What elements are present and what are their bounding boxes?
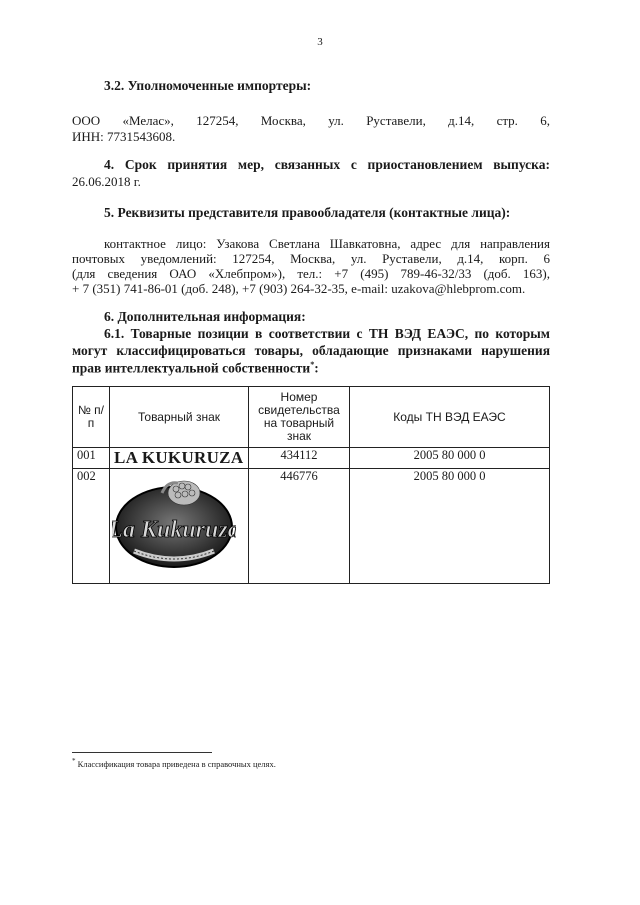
section-6-1-line3: прав интеллектуальной собственности*: [72, 360, 319, 376]
section-3-2-line2: ИНН: 7731543608. [72, 129, 176, 144]
row-mark-logo [110, 469, 249, 584]
section-3-2-line1: ООО «Мелас», 127254, Москва, ул. Руставели, д.14, стр. 6, [72, 113, 550, 128]
row-num: 002 [73, 469, 110, 584]
section-3-2-heading: 3.2. Уполномоченные импортеры: [104, 78, 312, 93]
row-cert: 434112 [249, 448, 350, 469]
row-codes: 2005 80 000 0 [350, 448, 550, 469]
section-6-1-line2: могут классифицироваться товары, обладающие признаками нарушения [72, 343, 550, 358]
row-codes: 2005 80 000 0 [350, 469, 550, 584]
section-5-line2: почтовых уведомлений: 127254, Москва, ул. Руставели, д.14, корп. 6 [72, 251, 550, 266]
table-row [73, 469, 550, 584]
page-number: 3 [317, 36, 323, 48]
row-mark-text: LA KUKURUZA [110, 448, 249, 469]
header-num: № п/п [73, 387, 110, 448]
section-4-line2: 26.06.2018 г. [72, 174, 141, 189]
section-5-heading: 5. Реквизиты представителя правообладателя (контактные лица): [104, 205, 511, 220]
table-row [73, 448, 550, 469]
header-cert: Номер свидетельства на товарный знак [249, 387, 350, 448]
footnote-divider [72, 752, 212, 753]
svg-text:La Kukuruza: La Kukuruza [112, 517, 236, 543]
section-5-line4: + 7 (351) 741-86-01 (доб. 248), +7 (903) 264-32-35, e-mail: uzakova@hlebprom.com. [72, 281, 526, 296]
section-6-1-line1: 6.1. Товарные позиции в соответствии с ТН ВЭД ЕАЭС, по которым [104, 326, 550, 341]
section-4-line1: 4. Срок принятия мер, связанных с приостановлением выпуска: [104, 157, 550, 172]
section-6-heading: 6. Дополнительная информация: [104, 309, 306, 324]
row-num: 001 [73, 448, 110, 469]
la-kukuruza-logo [112, 471, 236, 577]
header-mark: Товарный знак [110, 387, 249, 448]
footnote-ref: * [310, 360, 315, 369]
products-table [72, 386, 550, 584]
footnote: * Классификация товара приведена в справочных целях. [72, 757, 276, 769]
header-codes: Коды ТН ВЭД ЕАЭС [350, 387, 550, 448]
table-header-row [73, 387, 550, 448]
section-5-line3: (для сведения ОАО «Хлебпром»), тел.: +7 (495) 789-46-32/33 (доб. 163), [72, 266, 550, 281]
row-cert: 446776 [249, 469, 350, 584]
section-5-line1: контактное лицо: Узакова Светлана Шавкатовна, адрес для направления [104, 236, 550, 251]
